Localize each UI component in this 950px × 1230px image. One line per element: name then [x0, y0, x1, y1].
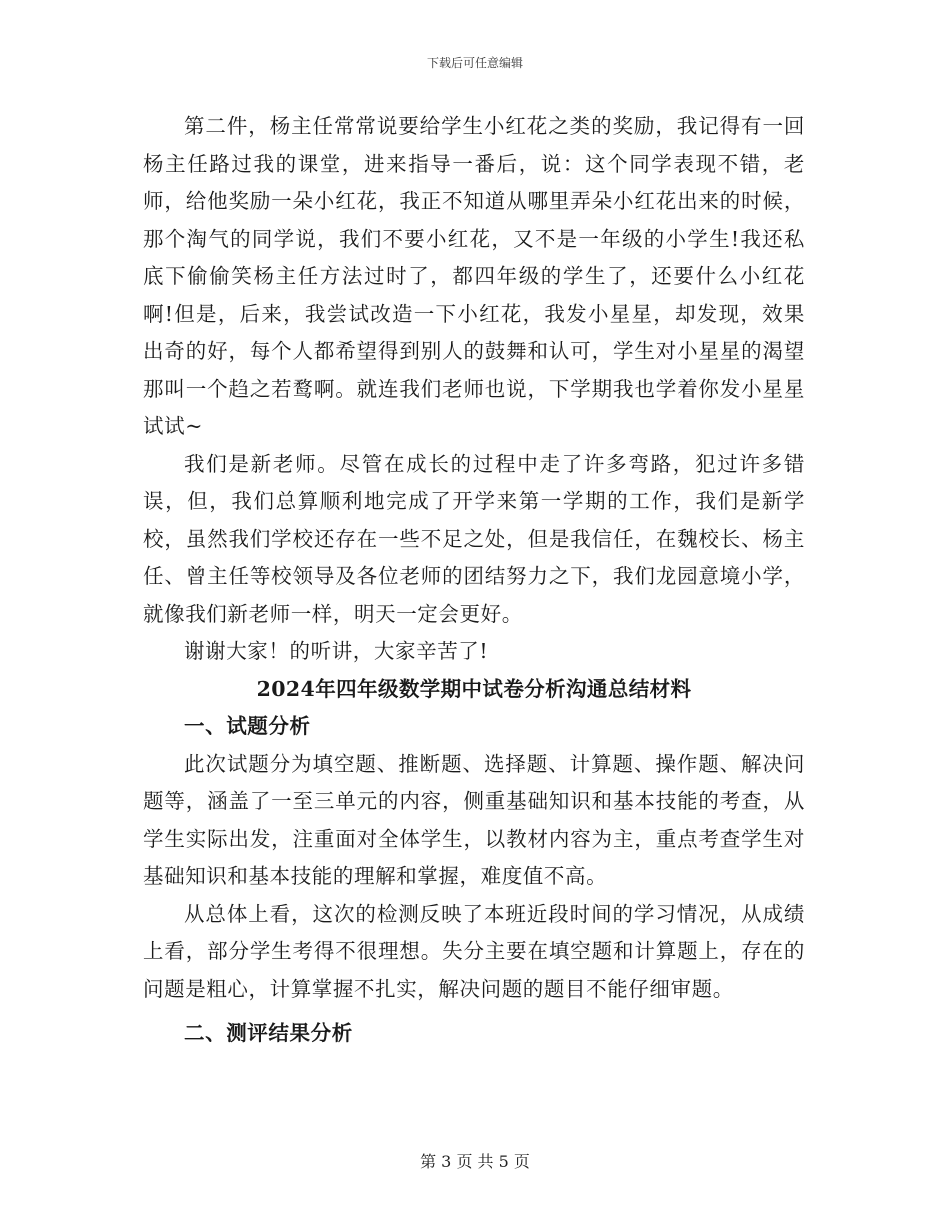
paragraph-overall-result: 从总体上看，这次的检测反映了本班近段时间的学习情况，从成绩上看，部分学生考得不很理想。失分主要在填空题和计算题上，存在的问题是粗心，计算掌握不扎实，解决问题的题目不能仔细审题。: [143, 901, 805, 1001]
header-note: 下载后可任意编辑: [426, 56, 523, 70]
paragraph-second-story: 第二件，杨主任常常说要给学生小红花之类的奖励，我记得有一回杨主任路过我的课堂，进来指导一番后，说：这个同学表现不错，老师，给他奖励一朵小红花，我正不知道从哪里弄朵小红花出来的时候，那个淘气的同学说，我们不要小红花，又不是一年级的小学生!我还私底下偷偷笑杨主任方法过时了，都四年级的学生了，还要什么小红花啊!但是，后来，我尝试改造一下小红花，我发小星星，却发现，效果出奇的好，每个人都希望得到别人的鼓舞和认可，学生对小星星的渴望那叫一个趋之若鹜啊。就连我们老师也说，下学期我也学着你发小星星试试~: [143, 114, 805, 438]
section-heading-test-analysis: 一、试题分析: [184, 714, 311, 738]
paragraph-thanks: 谢谢大家！的听讲，大家辛苦了!: [184, 639, 489, 663]
paragraph-test-content: 此次试题分为填空题、推断题、选择题、计算题、操作题、解决问题等，涵盖了一至三单元的内容，侧重基础知识和基本技能的考查，从学生实际出发，注重面对全体学生，以教材内容为主，重点考查学生对基础知识和基本技能的理解和掌握，难度值不高。: [143, 751, 805, 888]
document-title: 2024年四年级数学期中试卷分析沟通总结材料: [256, 676, 692, 701]
paragraph-new-teachers: 我们是新老师。尽管在成长的过程中走了许多弯路，犯过许多错误，但，我们总算顺利地完成了开学来第一学期的工作，我们是新学校，虽然我们学校还存在一些不足之处，但是我信任，在魏校长、杨主任、曾主任等校领导及各位老师的团结努力之下，我们龙园意境小学，就像我们新老师一样，明天一定会更好。: [143, 451, 805, 626]
document-body: [143, 108, 805, 1053]
page-number: 第 3 页 共 5 页: [420, 1152, 530, 1171]
section-heading-result-analysis: 二、测评结果分析: [184, 1021, 353, 1045]
